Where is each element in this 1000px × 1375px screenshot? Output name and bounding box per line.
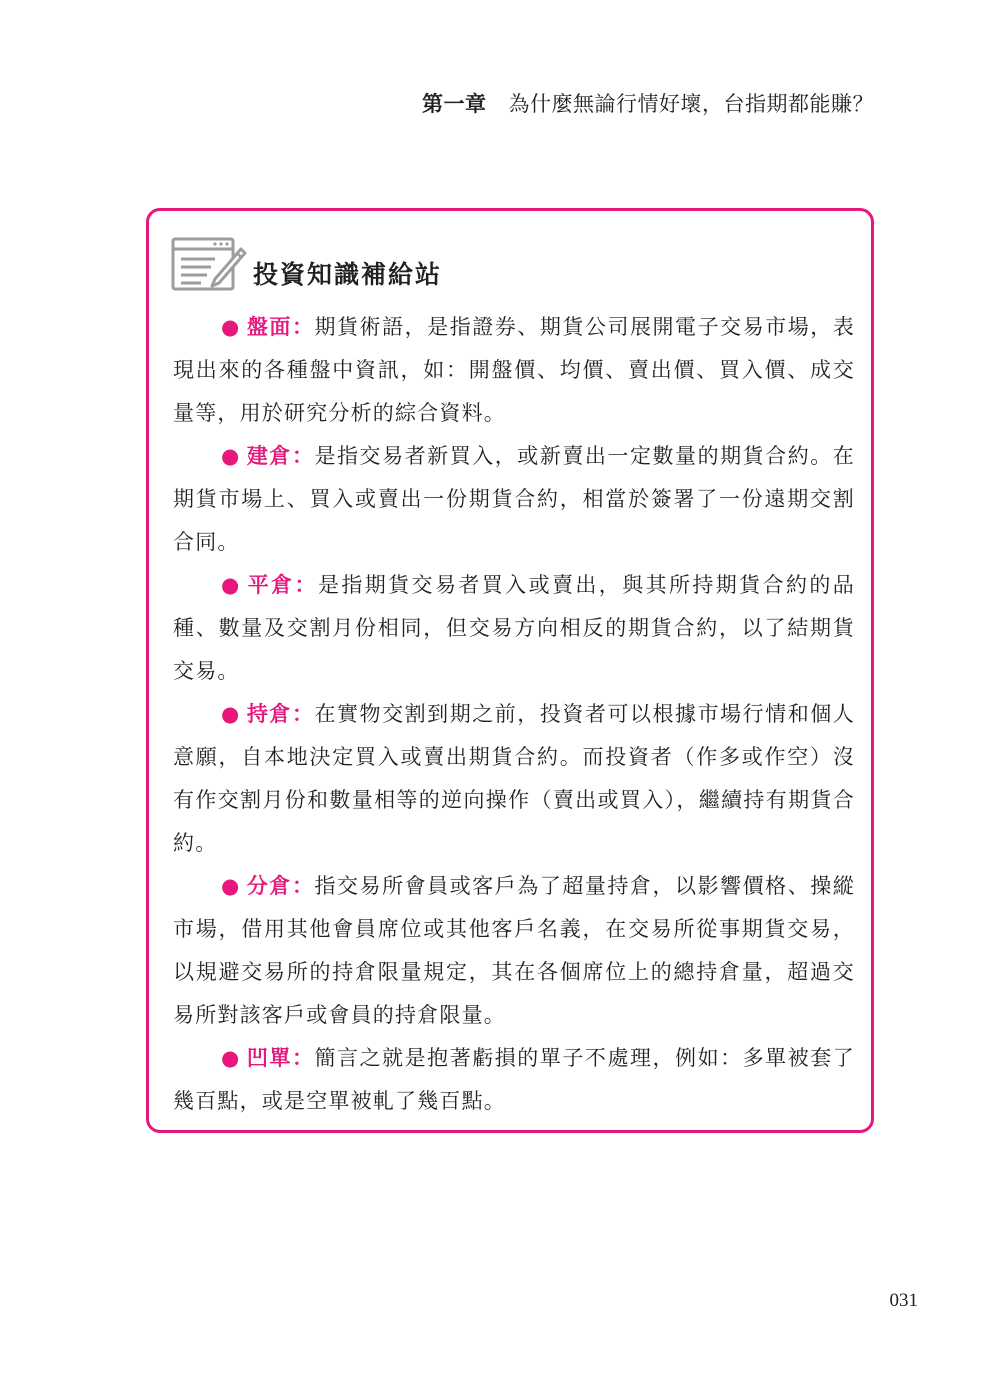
chapter-title: 為什麼無論行情好壞，台指期都能賺？ [508, 92, 874, 116]
entry-colon: ： [291, 315, 315, 339]
entry-list [173, 306, 855, 1123]
entry-text: 期貨術語，是指證券、期貨公司展開電子交易市場，表現出來的各種盤中資訊，如：開盤價、均價、賣出價、買入價、成交量等，用於研究分析的綜合資料。 [173, 315, 855, 425]
entry-colon: ： [291, 1046, 315, 1070]
entry-term: 平倉 [247, 573, 295, 597]
bullet-icon: ● [221, 1046, 241, 1070]
bullet-icon: ● [221, 702, 241, 726]
knowledge-box [146, 208, 874, 1133]
entry-colon: ： [291, 874, 315, 898]
entry-term: 建倉 [246, 444, 292, 468]
entry-item [173, 564, 855, 693]
entry-text: 是指期貨交易者買入或賣出，與其所持期貨合約的品種、數量及交割月份相同，但交易方向相反的期貨合約，以了結期貨交易。 [173, 573, 855, 683]
bullet-icon: ● [221, 874, 241, 898]
notepad-pencil-icon [171, 233, 247, 293]
entry-item [173, 306, 855, 435]
entry-term: 持倉 [246, 702, 292, 726]
entry-item [173, 435, 855, 564]
entry-text: 指交易所會員或客戶為了超量持倉，以影響價格、操縱市場，借用其他會員席位或其他客戶名義，在交易所從事期貨交易，以規避交易所的持倉限量規定，其在各個席位上的總持倉量，超過交易所對該客戶或會員的持倉限量。 [173, 874, 855, 1027]
entry-colon: ： [294, 573, 318, 597]
entry-item [173, 865, 855, 1037]
entry-colon: ： [291, 444, 315, 468]
chapter-label: 第一章 [422, 92, 487, 116]
entry-term: 凹單 [246, 1046, 292, 1070]
running-header [422, 88, 874, 118]
entry-term: 盤面 [246, 315, 292, 339]
bullet-icon: ● [221, 444, 241, 468]
entry-term: 分倉 [246, 874, 292, 898]
page-number: 031 [889, 1290, 918, 1311]
entry-text: 是指交易者新買入，或新賣出一定數量的期貨合約。在期貨市場上、買入或賣出一份期貨合約，相當於簽署了一份遠期交割合同。 [173, 444, 855, 554]
entry-item [173, 1037, 855, 1123]
entry-item [173, 693, 855, 865]
entry-text: 簡言之就是抱著虧損的單子不處理，例如：多單被套了幾百點，或是空單被軋了幾百點。 [173, 1046, 855, 1113]
bullet-icon: ● [221, 573, 242, 597]
bullet-icon: ● [221, 315, 241, 339]
entry-text: 在實物交割到期之前，投資者可以根據市場行情和個人意願，自本地決定買入或賣出期貨合約。而投資者（作多或作空）沒有作交割月份和數量相等的逆向操作（賣出或買入），繼續持有期貨合約。 [173, 702, 855, 855]
entry-colon: ： [291, 702, 315, 726]
box-title: 投資知識補給站 [253, 260, 443, 289]
